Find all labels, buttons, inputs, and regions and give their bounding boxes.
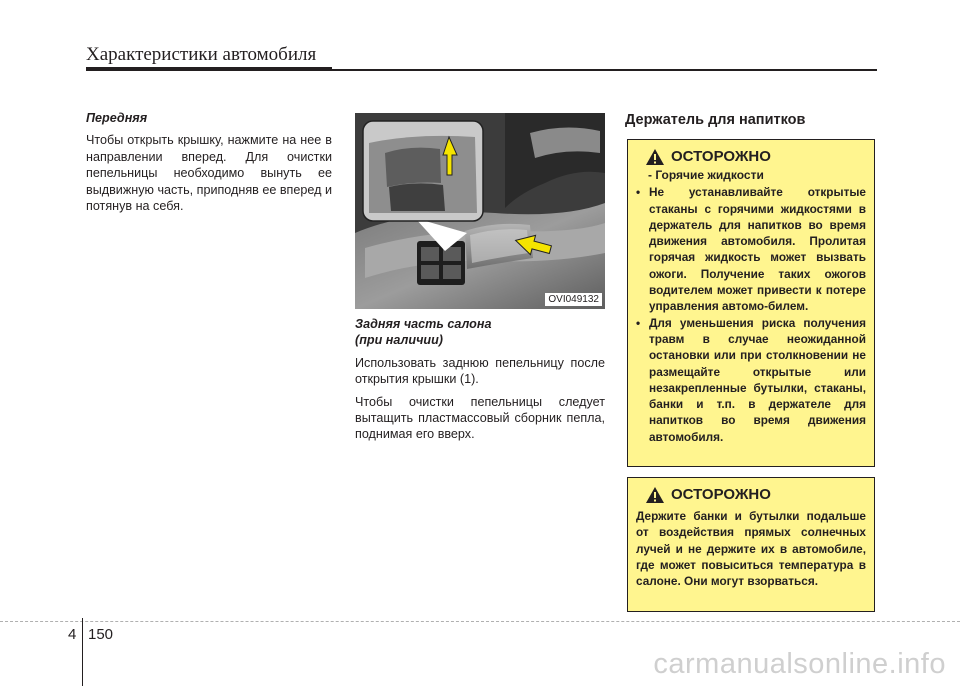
- left-column: [86, 110, 332, 220]
- front-subheading: Передняя: [86, 111, 148, 125]
- warning-title: ОСТОРОЖНО: [671, 147, 771, 165]
- warning-title: ОСТОРОЖНО: [671, 485, 771, 503]
- footer-divider: [82, 618, 83, 686]
- ashtray-figure: [355, 113, 605, 309]
- footer-rule: [0, 621, 960, 622]
- warning-triangle-icon: [645, 148, 665, 166]
- rear-paragraph-1: Использовать заднюю пепельницу после открытия крышки (1).: [355, 355, 605, 387]
- middle-column: [355, 316, 605, 449]
- warning-box-sunlight: [627, 477, 875, 612]
- warning-triangle-icon: [645, 486, 665, 504]
- watermark: carmanualsonline.info: [653, 648, 946, 680]
- warning-text: Держите банки и бутылки подальше от воздействия прямых солнечных лучей и не держите их в автомобиле, где может повыситься температура в салоне. Они могут взорваться.: [636, 509, 866, 589]
- header-rule-thin: [332, 69, 877, 71]
- warning-title-row: [636, 486, 866, 504]
- ashtray-illustration: [355, 113, 605, 309]
- warning-item: • Для уменьшения риска получения травм в случае неожиданной остановки или при столкновении не размещайте открытые или незакрепленные бутылки, стаканы, банки и т.п. в держателе для напитков во время движения автомобиля.: [636, 315, 866, 445]
- warning-box-hot-liquids: [627, 139, 875, 467]
- figure-code: OVI049132: [545, 293, 602, 306]
- warning-item: • Не устанавливайте открытые стаканы с горячими жидкостями в держатель для напитков во время движения автомобиля. Пролитая горячая жидкость может вызвать ожоги. Получение таких ожогов водителем может привести к потере управления автомо-билем.: [636, 184, 866, 314]
- front-paragraph: Чтобы открыть крышку, нажмите на нее в направлении вперед. Для очистки пепельницы необходимо вынуть ее выдвижную часть, приподняв ее вперед и потянув на себя.: [86, 133, 332, 214]
- header-rule-thick: [86, 67, 332, 71]
- warning-subtitle: - Горячие жидкости: [648, 168, 764, 182]
- page-number: 150: [88, 626, 114, 643]
- warning-list: [636, 184, 866, 445]
- cup-holder-heading: Держатель для напитков: [625, 112, 806, 128]
- rear-subheading: Задняя часть салона: [355, 317, 492, 331]
- page-header-title: Характеристики автомобиля: [86, 44, 317, 65]
- rear-paragraph-2: Чтобы очистки пепельницы следует вытащить пластмассовый сборник пепла, поднимая его вверх.: [355, 394, 605, 442]
- chapter-number: 4: [68, 626, 77, 643]
- warning-title-row: [636, 148, 866, 166]
- rear-subheading-note: (при наличии): [355, 333, 443, 348]
